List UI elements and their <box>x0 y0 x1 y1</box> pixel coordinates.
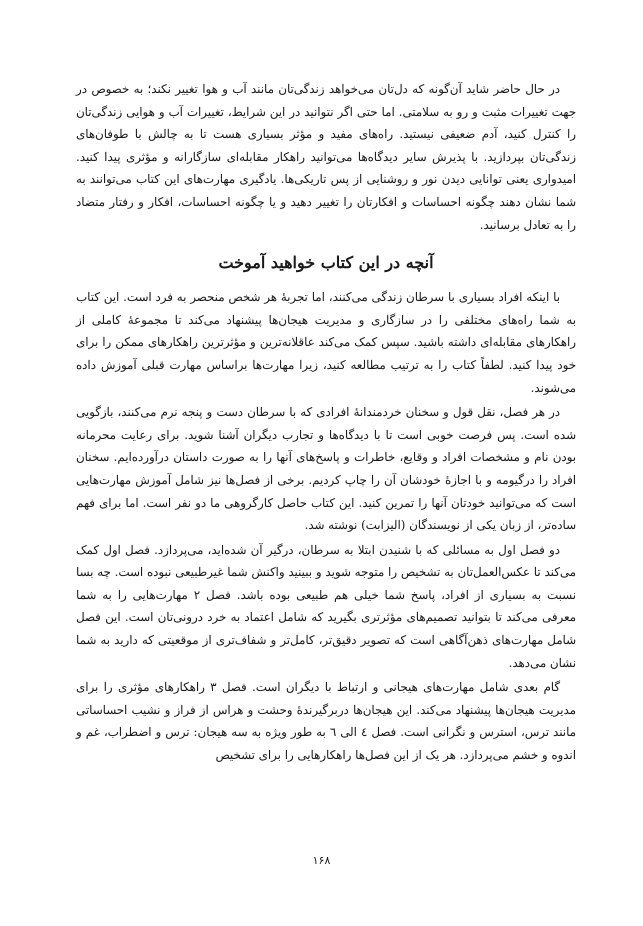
page-body <box>76 78 576 767</box>
body-paragraph: دو فصل اول به مسائلی که با شنیدن ابتلا به سرطان، درگیر آن شده‌اید، می‌پردازد. فصل اول کمک می‌کند تا عکس‌العمل‌تان به تشخیص را متوجه شوید و ببینید واکنش شما غیرطبیعی نبوده است. چه بسا نسبت به بسیاری از افراد، پاسخ شما خیلی هم طبیعی بوده باشد. فصل ۲ مهارت‌هایی را به شما معرفی می‌کند تا بتوانید تصمیم‌های مؤثرتری بگیرید که شامل اعتماد به خرد درونی‌تان است. این فصل شامل مهارت‌های ذهن‌آگاهی است که تصویر دقیق‌تر، کامل‌تر و شفاف‌تری از موقعیتی که دارید به شما نشان می‌دهد. <box>76 542 576 670</box>
body-paragraph: در هر فصل، نقل قول و سخنان خردمندانهٔ افرادی که با سرطان دست و پنجه نرم می‌کنند، بازگویی شده است. پس فرصت خوبی است تا با دیدگاه‌ها و تجارب دیگران آشنا شوید. برای رعایت محرمانه بودن نام و مشخصات افراد و وقایع، خاطرات و پاسخ‌های آنها را به صورت داستان درآورده‌ایم. سخنان افراد را درگیومه و با اجازهٔ خودشان آن را چاپ کردیم. برخی از فصل‌ها نیز شامل آموزش مهارت‌هایی است که می‌توانید خودتان آنها را تمرین کنید. این کتاب حاصل کارگروهی ما دو نفر است. اما برای فهم ساده‌تر، از زبان یکی از نویسندگان (الیزابت) نوشته شد. <box>76 405 576 533</box>
body-paragraph: گام بعدی شامل مهارت‌های هیجانی و ارتباط با دیگران است. فصل ۳ راهکارهای مؤثری را برای مدیریت هیجان‌ها پیشنهاد می‌کند. این هیجان‌ها دربرگیرندهٔ وحشت و هراس از فراز و نشیب احساساتی مانند ترس، استرس و نگرانی است. فصل ٤ الی ٦ به طور ویژه به سه هیجان: ترس و اضطراب، غم و اندوه و خشم می‌پردازد. هر یک از این فصل‌ها راهکارهایی را برای تشخیص <box>76 680 576 763</box>
section-heading: آنچه در این کتاب خواهید آموخت <box>218 253 434 273</box>
page-number: ۱۶۸ <box>312 854 331 867</box>
body-paragraph: با اینکه افراد بسیاری با سرطان زندگی می‌کنند، اما تجربهٔ هر شخص منحصر به فرد است. این کتاب به شما راه‌های مختلفی را در سازگاری و مدیریت هیجان‌ها پیشنهاد می‌کند تا مجموعهٔ کاملی از راهکارهای مقابله‌ای داشته باشید. سپس کمک می‌کند عاقلانه‌ترین و مؤثرترین راهکارهای ممکن را برای خود پیدا کنید. لطفاً کتاب را به ترتیب مطالعه کنید، زیرا مهارت‌ها براساس مهارت قبلی آموزش داده می‌شوند. <box>76 290 576 395</box>
intro-paragraph: در حال حاضر شاید آن‌گونه که دل‌تان می‌خواهد زندگی‌تان مانند آب و هوا تغییر نکند؛ به خصوص در جهت تغییرات مثبت و رو به سلامتی. اما حتی اگر نتوانید در این شرایط، تغییرات آب و هوایی زندگی‌تان را کنترل کنید، آدم ضعیفی نیستید. راه‌های مفید و مؤثر بسیاری هست تا به چالش با طوفان‌های زندگی‌تان بپردازید. با پذیرش سایر دیدگاه‌ها می‌توانید راهکار مقابله‌ای سازگارانه و مؤثری پیدا کنید. امیدواری یعنی توانایی دیدن نور و روشنایی از پس تاریکی‌ها. یادگیری مهارت‌های این کتاب می‌توانند به شما نشان دهند چگونه احساسات و افکارتان را تغییر دهید و یا چگونه احساسات، افکار و رفتار متضاد را به تعادل برسانید. <box>76 82 576 232</box>
